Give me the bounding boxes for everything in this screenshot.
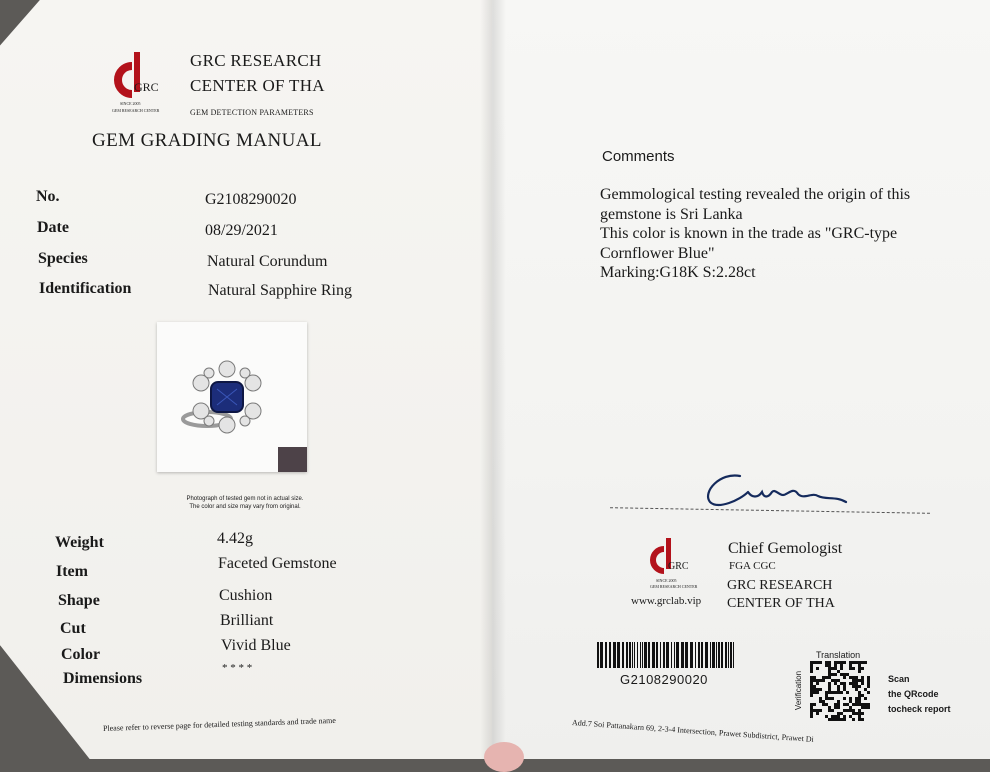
book-spine [480, 0, 506, 759]
field-value-no: G2108290020 [205, 191, 297, 208]
photo-caption-line2: The color and size may vary from original. [189, 504, 301, 510]
footnote: Please refer to reverse page for detailed testing standards and trade name [102, 715, 337, 733]
org-name-signature [727, 577, 835, 613]
signature-text: Carrie [700, 462, 703, 463]
detail-value-cut: Brilliant [220, 612, 274, 629]
scan-instructions [888, 672, 951, 717]
finger [484, 742, 524, 772]
logo-since-small: SINCE 2005 [656, 578, 677, 583]
field-label-identification: Identification [39, 280, 132, 297]
comment-line: Marking:G18K S:2.28ct [600, 264, 756, 281]
scan-line: tocheck report [888, 704, 951, 714]
org-subtitle: GEM DETECTION PARAMETERS [190, 108, 314, 117]
org-name [190, 48, 325, 98]
right-page [492, 0, 990, 759]
sapphire-ring-icon [157, 322, 307, 472]
logo-center-small: GEM RESEARCH CENTER [650, 584, 698, 589]
logo-text-small: GRC [668, 561, 689, 572]
comment-line: gemstone is Sri Lanka [600, 205, 743, 223]
gem-photo [157, 322, 307, 472]
detail-label-color: Color [61, 646, 101, 663]
field-label-date: Date [37, 219, 69, 236]
field-label-no: No. [36, 188, 60, 205]
photo-caption [160, 495, 330, 511]
page-title: GEM GRADING MANUAL [92, 130, 322, 151]
barcode-number: G2108290020 [620, 672, 708, 687]
qr-code-icon[interactable] [810, 661, 876, 721]
comments-title: Comments [602, 148, 675, 165]
field-value-species: Natural Corundum [207, 253, 328, 270]
field-value-identification: Natural Sapphire Ring [208, 282, 352, 299]
logo-center: GEM RESEARCH CENTER [112, 108, 160, 113]
field-value-date: 08/29/2021 [205, 222, 278, 239]
signature-icon [700, 462, 860, 512]
detail-label-weight: Weight [55, 534, 104, 551]
grc-logo-mark-icon [648, 535, 698, 581]
org-line2: CENTER OF THA [727, 596, 835, 611]
detail-value-color: Vivid Blue [221, 637, 291, 654]
field-label-species: Species [38, 250, 88, 267]
comment-line: Gemmological testing revealed the origin of this [600, 186, 911, 203]
detail-value-weight: 4.42g [217, 530, 253, 547]
detail-label-shape: Shape [58, 592, 100, 609]
barcode-icon [597, 642, 737, 674]
detail-label-dimensions: Dimensions [63, 670, 143, 687]
photo-caption-line1: Photograph of tested gem not in actual size. [186, 496, 304, 502]
grc-logo-small [648, 535, 708, 595]
scan-line: the QRcode [888, 689, 939, 699]
translation-label: Translation [816, 650, 861, 660]
org-line1: GRC RESEARCH [190, 51, 322, 70]
address: Add.7 Soi Pattanakarn 69, 2-3-4 Intersection, Prawet Subdistrict, Prawet Di [571, 718, 815, 744]
logo-text: GRC [134, 80, 159, 94]
chief-title: Chief Gemologist [728, 540, 843, 557]
grc-logo [112, 48, 172, 118]
detail-label-cut: Cut [60, 620, 86, 637]
website-link[interactable]: www.grclab.vip [631, 595, 702, 607]
comment-line: Cornflower Blue" [600, 244, 715, 262]
detail-value-shape: Cushion [219, 587, 273, 604]
org-line1: GRC RESEARCH [727, 578, 833, 593]
detail-value-dimensions: * * * * [222, 662, 253, 674]
comment-line: This color is known in the trade as "GRC-type [600, 225, 898, 242]
scan-line: Scan [888, 674, 910, 684]
detail-value-item: Faceted Gemstone [218, 555, 337, 572]
verification-label: Verification [794, 670, 804, 711]
comments-body [600, 185, 970, 283]
org-line2: CENTER OF THA [190, 76, 325, 95]
credentials: FGA CGC [729, 560, 776, 572]
detail-label-item: Item [56, 563, 88, 580]
logo-since: SINCE 2005 [120, 101, 141, 106]
